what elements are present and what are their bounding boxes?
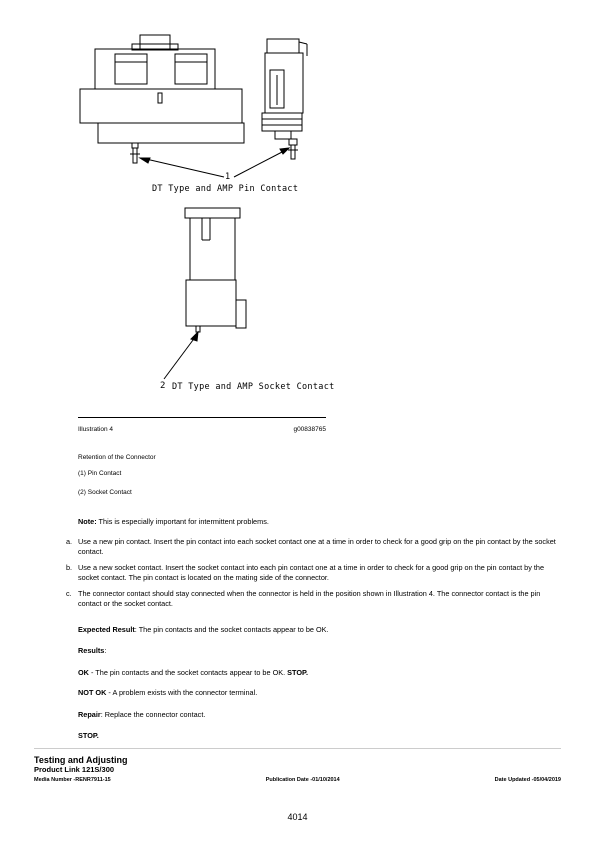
step-marker: a. bbox=[66, 537, 73, 546]
footer-meta bbox=[34, 777, 561, 783]
page-footer bbox=[34, 748, 561, 783]
note-label: Note: bbox=[78, 517, 97, 526]
step-c bbox=[66, 589, 561, 608]
callout-2-number: 2 bbox=[160, 381, 166, 391]
results-label: Results bbox=[78, 646, 105, 655]
expected-result bbox=[78, 625, 329, 635]
step-text: Use a new socket contact. Insert the socket contact into each pin contact one at a time in order to check for a good grip on the pin contact by the socket contact. The pin contact is located on the mating side of the connector. bbox=[78, 563, 545, 582]
callout-2-label: DT Type and AMP Socket Contact bbox=[172, 382, 335, 392]
illustration-number: Illustration 4 bbox=[78, 426, 114, 433]
not-ok-result bbox=[78, 688, 257, 698]
final-stop bbox=[78, 731, 99, 741]
expected-result-label: Expected Result bbox=[78, 625, 135, 634]
results-colon: : bbox=[104, 646, 107, 655]
step-text: Use a new pin contact. Insert the pin contact into each socket contact one at a time in order to check for a good grip on the pin contact by the socket contact. bbox=[78, 537, 556, 556]
illustration-caption bbox=[78, 417, 326, 433]
illustration-code: g00838765 bbox=[293, 426, 326, 433]
step-a bbox=[66, 537, 561, 556]
stop-label: STOP. bbox=[78, 731, 99, 740]
caption-title: Retention of the Connector bbox=[78, 454, 156, 461]
media-number: Media Number -RENR7911-15 bbox=[34, 777, 111, 783]
caption-item-socket: (2) Socket Contact bbox=[78, 489, 132, 496]
caption-item-pin: (1) Pin Contact bbox=[78, 470, 122, 477]
repair-instruction bbox=[78, 710, 205, 720]
step-b bbox=[66, 563, 561, 582]
not-ok-label: NOT OK bbox=[78, 688, 107, 697]
ok-label: OK bbox=[78, 668, 89, 677]
results-heading bbox=[78, 646, 106, 656]
footer-subtitle: Product Link 121S/300 bbox=[34, 765, 115, 774]
note-text: This is especially important for intermittent problems. bbox=[96, 517, 269, 526]
page-number: 4014 bbox=[287, 812, 308, 822]
note-paragraph bbox=[78, 517, 269, 527]
footer-title: Testing and Adjusting bbox=[34, 755, 128, 765]
ok-text: - The pin contacts and the socket contacts appear to be OK. bbox=[88, 668, 288, 677]
callout-1-label: DT Type and AMP Pin Contact bbox=[152, 184, 299, 194]
repair-label: Repair bbox=[78, 710, 101, 719]
step-text: The connector contact should stay connected when the connector is held in the position shown in Illustration 4. The connector contact is the pin contact or the socket contact. bbox=[78, 589, 541, 608]
repair-text: : Replace the connector contact. bbox=[100, 710, 206, 719]
step-marker: b. bbox=[66, 563, 73, 572]
procedure-steps bbox=[66, 537, 561, 615]
date-updated: Date Updated -05/04/2019 bbox=[494, 777, 561, 783]
step-marker: c. bbox=[66, 589, 72, 598]
publication-date: Publication Date -01/10/2014 bbox=[265, 777, 340, 783]
ok-result bbox=[78, 668, 308, 678]
callout-1-number: 1 bbox=[225, 172, 231, 182]
expected-result-text: : The pin contacts and the socket contacts appear to be OK. bbox=[134, 625, 329, 634]
connector-illustration bbox=[70, 30, 350, 400]
not-ok-text: - A problem exists with the connector terminal. bbox=[106, 688, 258, 697]
ok-stop: STOP. bbox=[287, 668, 308, 677]
